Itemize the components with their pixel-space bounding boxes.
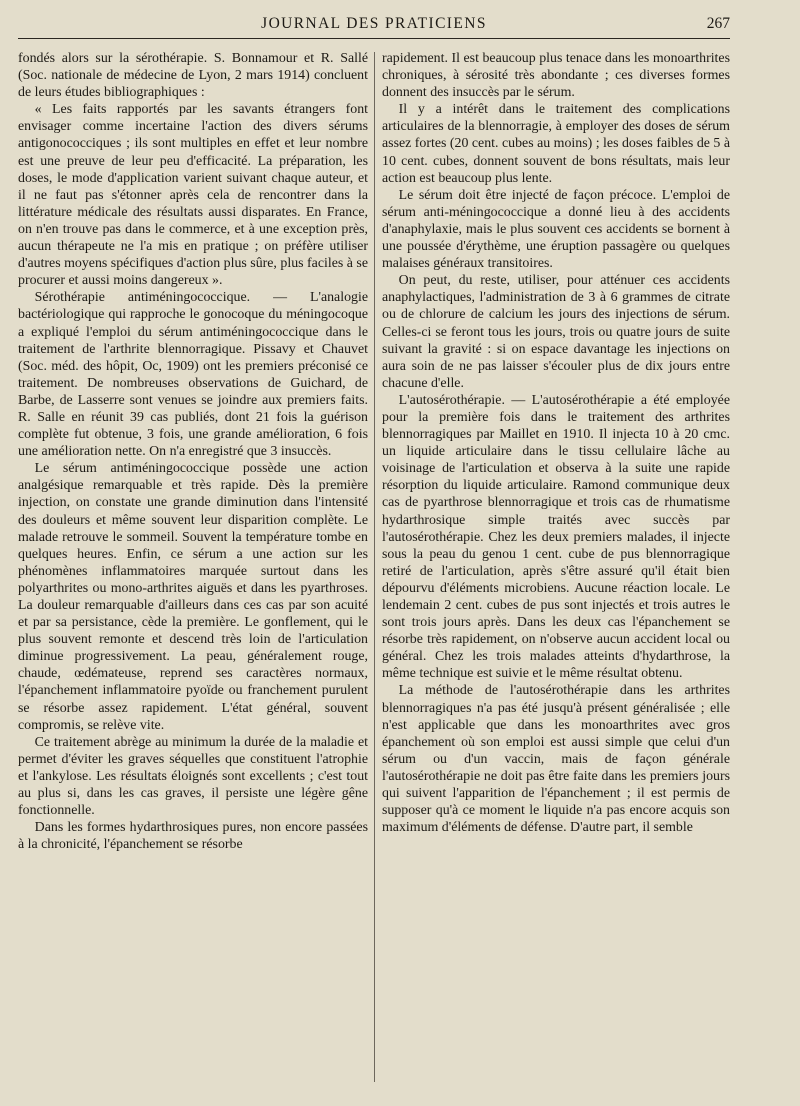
paragraph-section-autoserotherapie: L'autosérothérapie. — L'autosérothérapie a été employée pour la première fois dans le traitement des arthrites blennorragiques par Maillet en 1910. Il injecta 10 à 20 cmc. un liquide articulaire dans le tissu cellulaire lâche au voisinage de l'articulation et observa à la suite une rapide résorption du liquide articulaire. Ramond communique deux cas de pyarthrose blennorragique et trois cas de rhumatisme hydarthrosique simple traités avec succès par l'autosérothérapie. Chez les deux premiers malades, il injecte sous la peau du genou 1 cent. cube de pus blennorragique retiré de l'articulation, après s'être assuré qu'il était bien dépourvu d'éléments microbiens. Aucune réaction locale. Le lendemain 2 cent. cubes de pus sont injectés et trois autres le sont trois jours après. Dans les deux cas l'épanchement se résorbe très rapidement, on n'observe aucun accident local ou général. Chez les trois malades atteints d'hydarthrose, la même technique est suivie et le même résultat obtenu. bbox=[382, 392, 730, 682]
left-column bbox=[18, 50, 368, 1090]
paragraph: rapidement. Il est beaucoup plus tenace dans les monoarthrites chroniques, à sérosité très abondante ; ces diverses formes donnent des insuccès par le sérum. bbox=[382, 51, 730, 101]
paragraph: Le sérum doit être injecté de façon précoce. L'emploi de sérum anti-méningococcique a donné lieu à des accidents d'anaphylaxie, mais le plus souvent ces accidents se bornent à une poussée d'érythème, une éruption passagère ou quelques malaises généraux transitoires. bbox=[382, 187, 730, 272]
paragraph: La méthode de l'autosérothérapie dans les arthrites blennorragiques n'a pas été jusqu'à présent généralisée ; elle n'est applicable que dans les monoarthrites avec gros épanchement où son emploi est aussi simple que celui d'un sérum ou d'un vaccin, mais de façon générale l'autosérothérapie ne doit pas être faite dans les premiers jours qui suivent l'apparition de l'épanchement ; il est permis de supposer qu'à ce moment le liquide n'a pas encore acquis son maximum d'éléments de défense. D'autre part, il semble bbox=[382, 683, 730, 836]
journal-title: JOURNAL DES PRATICIENS bbox=[261, 15, 487, 32]
paragraph: Il y a intérêt dans le traitement des complications articulaires de la blennorragie, à employer des doses de sérum assez fortes (20 cent. cubes au moins) ; les doses faibles de 5 à 10 cent. cubes, donnent souvent de bons résultats, mais leur action est beaucoup plus lente. bbox=[382, 102, 730, 186]
paragraph: « Les faits rapportés par les savants étrangers font envisager comme incertaine l'action des divers sérums antigonococciques ; ils sont multiples en effet et leur nombre est une preuve de leur peu d'efficacité. La préparation, les doses, le mode d'application varient suivant chaque auteur, et il ne faut pas s'étonner après cela de rencontrer dans la littérature médicale des résultats aussi disparates. En France, on n'en trouve pas dans le commerce, et à une exception près, aucun thérapeute ne l'a mis en pratique ; on préfère utiliser d'autres moyens spécifiques d'action plus sûre, plus faciles à se procurer et aussi moins dangereux ». bbox=[18, 102, 368, 289]
paragraph: Ce traitement abrège au minimum la durée de la maladie et permet d'éviter les graves séquelles que constituent l'atrophie et l'ankylose. Les résultats éloignés sont excellents ; c'est tout au plus si, dans les cas graves, il persiste une légère gêne fonctionnelle. bbox=[18, 734, 368, 819]
paragraph: Le sérum antiméningococcique possède une action analgésique remarquable et très rapide. Dès la première injection, on constate une grande diminution dans l'intensité des douleurs et même souvent leur disparition complète. Le malade retrouve le sommeil. Souvent la température tombe en quelques heures. Enfin, ce sérum a une action sur les phénomènes inflammatoires marquée surtout dans les polyarthrites ou mono-arthrites aiguës et dans les pyarthroses. La douleur remarquable d'ailleurs dans ces cas par son acuité et par sa persistance, cède la première. Le gonflement, qui le plus souvent remonte et descend très loin de l'articulation diminue progressivement. La peau, généralement rouge, chaude, œdémateuse, reprend ses caractères normaux, l'épanchement inflammatoire pyoïde ou franchement purulent se résorbe assez rapidement. L'état général, souvent compromis, se relève vite. bbox=[18, 461, 368, 733]
paragraph: Dans les formes hydarthrosiques pures, non encore passées à la chronicité, l'épanchement se résorbe bbox=[18, 820, 368, 853]
page-number: 267 bbox=[706, 15, 730, 32]
running-header bbox=[18, 12, 730, 39]
right-column bbox=[382, 50, 730, 1090]
paragraph-section-serotherapie: Sérothérapie antiméningococcique. — L'analogie bactériologique qui rapproche le gonocoque du méningocoque a expliqué l'emploi du sérum antiméningococcique dans le traitement de l'arthrite blennorragique. Pissavy et Chauvet (Soc. méd. des hôpit, Oc, 1909) ont les premiers préconisé ce traitement. De nombreuses observations de Guichard, de Barbe, de Lasserre sont venues se joindre aux premiers faits. R. Salle en réunit 39 cas publiés, dont 21 fois la guérison complète fut obtenue, 3 fois, une grande amélioration, 6 fois une amélioration nette. On n'a enregistré que 3 insuccès. bbox=[18, 290, 368, 460]
paragraph: On peut, du reste, utiliser, pour atténuer ces accidents anaphylactiques, l'administration de 3 à 6 grammes de citrate ou de chlorure de calcium les jours des injections de sérum. Celles-ci se feront tous les jours, trois ou quatre jours de suite suivant la gravité : si on espace davantage les injections on aura soin de ne pas laisser s'écouler plus de dix jours entre chacune d'elle. bbox=[382, 273, 730, 391]
paragraph: fondés alors sur la sérothérapie. S. Bonnamour et R. Sallé (Soc. nationale de médecine de Lyon, 2 mars 1914) concluent de leurs études bibliographiques : bbox=[18, 51, 368, 101]
column-divider bbox=[374, 52, 375, 1082]
